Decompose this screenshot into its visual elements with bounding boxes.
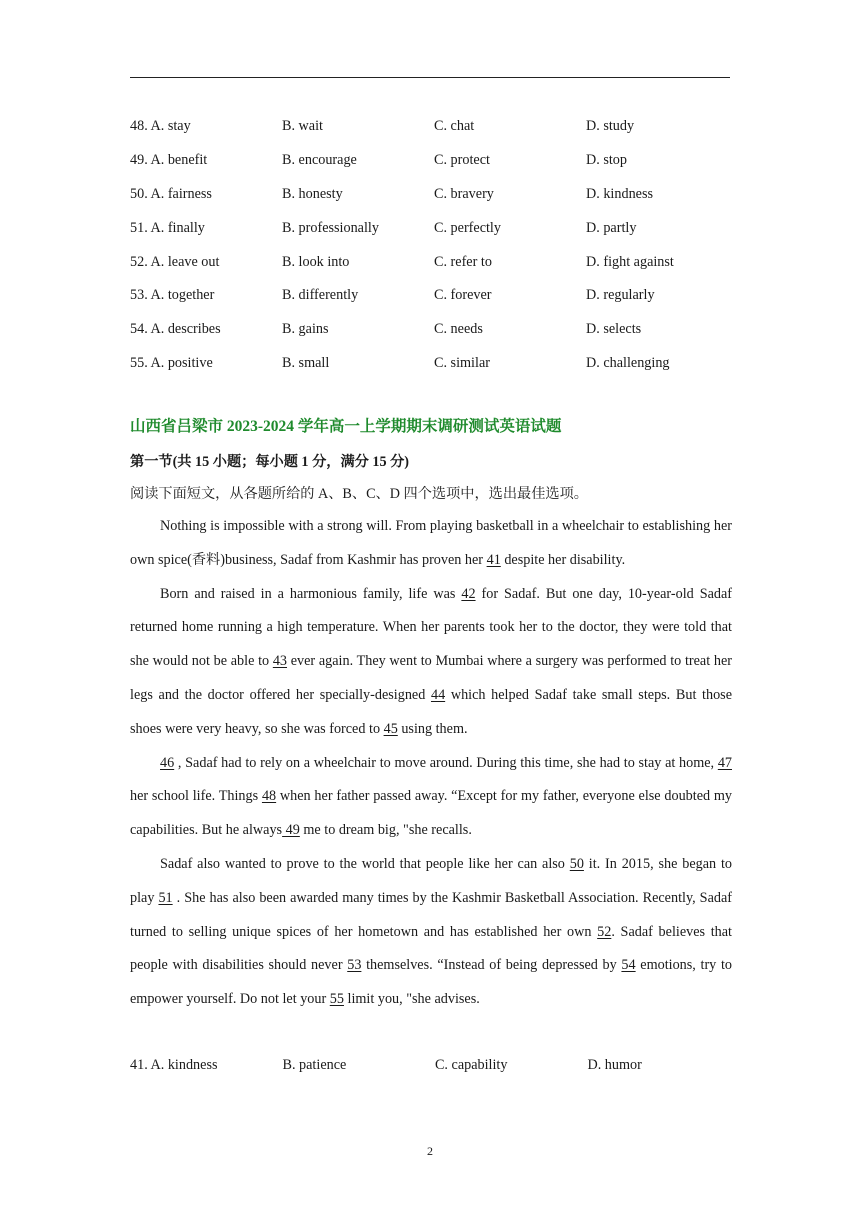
option-b: B. look into [282,253,350,270]
text-run: using them. [397,720,468,737]
header-rule [130,77,730,78]
option-d: D. partly [586,219,637,236]
text-run: Born and raised in a harmonious family, life was [160,585,462,602]
option-a: 49. A. benefit [130,152,208,169]
option-row-53 [130,279,732,313]
blank-46: 46 [160,754,175,771]
option-a: 50. A. fairness [130,185,212,202]
option-c: C. protect [434,152,490,169]
option-a: 48. A. stay [130,118,191,135]
option-d: D. humor [587,1057,642,1073]
blank-42: 42 [461,585,476,602]
blank-50: 50 [569,855,584,872]
option-a: 53. A. together [130,287,215,304]
option-a: 55. A. positive [130,354,213,371]
option-row-52 [130,245,732,279]
blank-41: 41 [486,551,501,568]
blank-47: 47 [717,754,732,771]
page-number: 2 [427,1144,433,1158]
text-run: for Sadaf. But one day, 10-year-old Sadaf returned home running a high temperature. When her parents took her to the doctor, they were told that she would not be able to [130,585,732,670]
paragraph-3 [130,747,732,848]
option-d: D. study [586,118,635,135]
text-run: despite her disability. [500,551,626,568]
text-run: me to dream big, "she recalls. [299,822,472,839]
text-run: . Sadaf believes that people with disabilities should never [130,923,732,974]
blank-52: 52 [597,923,612,940]
text-run: her school life. Things [130,788,262,805]
section-title: 山西省吕梁市 2023-2024 学年高一上学期期末调研测试英语试题 [130,418,562,435]
text-run: ever again. They went to Mumbai where a surgery was performed to treat her legs and the doctor offered her specially-designed [130,653,732,703]
text-run: . She has also been awarded many times by the Kashmir Basketball Association. Recently, Sadaf turned to selling unique spices of her hometown and has established her own [130,889,732,940]
section-subhead: 第一节(共 15 小题；每小题 1 分，满分 15 分) [130,454,410,470]
option-b: B. differently [282,287,359,304]
option-b: B. honesty [282,185,343,202]
option-b: B. encourage [282,152,357,169]
blank-55: 55 [329,991,344,1008]
option-row-55 [130,347,732,381]
text-run: which helped Sadaf take small steps. But those shoes were very heavy, so she was forced to [130,686,732,737]
option-c: C. chat [434,118,475,135]
option-b: B. patience [282,1057,347,1073]
option-row-50 [130,178,732,212]
option-d: D. regularly [586,287,655,304]
option-b: B. small [282,354,330,371]
option-d: D. kindness [586,185,653,202]
option-row-54 [130,313,732,347]
option-c: C. bravery [434,185,494,202]
paragraph-1 [130,510,732,578]
blank-44: 44 [430,686,446,703]
option-c: C. similar [434,354,490,371]
text-run: it. In 2015, she began to play [130,855,732,906]
option-row-49 [130,144,732,178]
option-a: 41. A. kindness [130,1057,218,1073]
option-c: C. perfectly [434,219,501,236]
option-b: B. wait [282,118,323,135]
paragraph-4 [130,848,732,1017]
reading-passage [130,510,732,1017]
option-c: C. forever [434,287,492,304]
option-b: B. professionally [282,219,379,236]
option-a: 54. A. describes [130,321,221,338]
blank-43: 43 [272,653,288,670]
text-run: emotions, try to empower yourself. Do not let your [130,957,732,1008]
option-d: D. challenging [586,354,670,371]
blank-49: 49 [282,822,300,839]
blank-53: 53 [347,957,362,974]
blank-51: 51 [158,889,173,906]
option-row-41 [130,1057,732,1074]
options-table [130,110,732,380]
paragraph-2 [130,578,732,747]
blank-54: 54 [621,957,636,974]
option-d: D. stop [586,152,627,169]
instructions: 阅读下面短文，从各题所给的 A、B、C、D 四个选项中，选出最佳选项。 [130,486,588,502]
text-run: Nothing is impossible with a strong will. From playing basketball in a wheelchair to establishing her own spice(香料)business, Sadaf from Kashmir has proven her [130,518,732,568]
option-a: 51. A. finally [130,219,205,236]
option-c: C. refer to [434,253,492,270]
text-run: themselves. “Instead of being depressed by [361,957,622,974]
option-row-51 [130,211,732,245]
text-run: limit you, "she advises. [343,991,480,1008]
option-row-48 [130,110,732,144]
option-c: C. capability [434,1057,508,1073]
text-run: , Sadaf had to rely on a wheelchair to move around. During this time, she had to stay at home, [174,754,718,771]
option-d: D. fight against [586,253,674,270]
text-run: when her father passed away. “Except for my father, everyone else doubted my capabilities. But he always [130,788,733,839]
blank-45: 45 [383,720,398,737]
option-d: D. selects [586,321,642,338]
option-c: C. needs [434,321,483,338]
blank-48: 48 [261,788,277,805]
option-a: 52. A. leave out [130,253,220,270]
option-b: B. gains [282,321,329,338]
text-run: Sadaf also wanted to prove to the world that people like her can also [160,855,570,872]
